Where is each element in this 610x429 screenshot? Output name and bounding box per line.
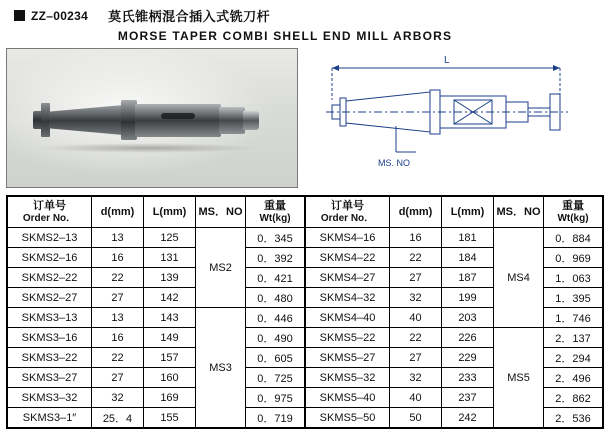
- cell-diameter: 22: [92, 348, 144, 368]
- cell-length: 203: [442, 308, 494, 328]
- cell-diameter: 32: [92, 388, 144, 408]
- cell-order-no: SKMS4–27: [306, 268, 390, 288]
- tool-morse-taper: [49, 105, 123, 135]
- cell-order-no: SKMS4–32: [306, 288, 390, 308]
- code-row: [6, 0, 604, 25]
- cell-diameter: 13: [92, 228, 144, 248]
- technical-drawing: [304, 48, 604, 188]
- page-title-cn: 莫氏锥柄混合插入式铣刀杆: [108, 9, 271, 24]
- cell-order-no: SKMS2–16: [8, 248, 92, 268]
- header-weight-cn: 重量: [562, 199, 584, 212]
- header-ms: MS．NO: [494, 197, 544, 228]
- table-row: [306, 328, 603, 348]
- cell-weight: 2．536: [544, 408, 603, 428]
- table-body-left: [8, 228, 305, 428]
- header-order: [8, 197, 92, 228]
- header-d: d(mm): [92, 197, 144, 228]
- table-row: [8, 408, 305, 428]
- cell-length: 149: [144, 328, 196, 348]
- cell-diameter: 27: [92, 288, 144, 308]
- cell-diameter: 27: [390, 268, 442, 288]
- cell-weight: 0．975: [246, 388, 305, 408]
- table-row: [306, 308, 603, 328]
- cell-length: 181: [442, 228, 494, 248]
- cell-weight: 1．063: [544, 268, 603, 288]
- cell-ms-no: MS4: [494, 228, 544, 328]
- cell-diameter: 27: [390, 348, 442, 368]
- table-row: [8, 308, 305, 328]
- cell-length: 169: [144, 388, 196, 408]
- table-row: [8, 288, 305, 308]
- cell-order-no: SKMS2–27: [8, 288, 92, 308]
- cell-ms-no: MS5: [494, 328, 544, 428]
- cell-order-no: SKMS4–22: [306, 248, 390, 268]
- cell-diameter: 40: [390, 388, 442, 408]
- table-row: [306, 248, 603, 268]
- header-l: L(mm): [442, 197, 494, 228]
- cell-weight: 0．884: [544, 228, 603, 248]
- cell-length: 131: [144, 248, 196, 268]
- header-weight-cn: 重量: [264, 199, 286, 212]
- cell-diameter: 22: [390, 328, 442, 348]
- cell-length: 233: [442, 368, 494, 388]
- header-weight: [544, 197, 603, 228]
- cell-weight: 0．490: [246, 328, 305, 348]
- cell-weight: 0．421: [246, 268, 305, 288]
- cell-order-no: SKMS4–16: [306, 228, 390, 248]
- cell-weight: 0．345: [246, 228, 305, 248]
- cell-order-no: SKMS3–27: [8, 368, 92, 388]
- cell-length: 143: [144, 308, 196, 328]
- header-weight-en: Wt(kg): [259, 212, 291, 224]
- cell-length: 160: [144, 368, 196, 388]
- cell-diameter: 22: [92, 268, 144, 288]
- tool-nose: [219, 107, 245, 134]
- cell-diameter: 16: [92, 328, 144, 348]
- cell-length: 155: [144, 408, 196, 428]
- cell-order-no: SKMS5–27: [306, 348, 390, 368]
- table-row: [8, 248, 305, 268]
- cell-order-no: SKMS2–13: [8, 228, 92, 248]
- header-order-cn: 订单号: [331, 199, 364, 212]
- cell-ms-no: MS3: [196, 308, 246, 428]
- table-row: [306, 348, 603, 368]
- cell-order-no: SKMS3–1″: [8, 408, 92, 428]
- header-order-en: Order No．: [22, 212, 77, 224]
- spec-tables: [6, 195, 604, 429]
- spec-table-right: [305, 196, 603, 428]
- header-weight-en: Wt(kg): [557, 212, 589, 224]
- table-row: [306, 268, 603, 288]
- cell-diameter: 32: [390, 368, 442, 388]
- product-photo: [6, 48, 298, 188]
- cell-diameter: 13: [92, 308, 144, 328]
- cell-order-no: SKMS5–32: [306, 368, 390, 388]
- cell-diameter: 25．4: [92, 408, 144, 428]
- table-row: [8, 348, 305, 368]
- cell-weight: 2．496: [544, 368, 603, 388]
- cell-order-no: SKMS3–13: [8, 308, 92, 328]
- drawing-ms-label: MS. NO: [378, 158, 411, 168]
- cell-length: 184: [442, 248, 494, 268]
- tool-illustration: [33, 91, 273, 151]
- cell-weight: 0．969: [544, 248, 603, 268]
- cell-ms-no: MS2: [196, 228, 246, 308]
- cell-weight: 2．137: [544, 328, 603, 348]
- cell-order-no: SKMS5–40: [306, 388, 390, 408]
- table-header-row: [306, 197, 603, 228]
- cell-weight: 1．746: [544, 308, 603, 328]
- drawing-svg: [304, 48, 604, 188]
- cell-weight: 0．605: [246, 348, 305, 368]
- page-title-en: MORSE TAPER COMBI SHELL END MILL ARBORS: [117, 29, 453, 43]
- header-d: d(mm): [390, 197, 442, 228]
- figure-band: [6, 48, 604, 191]
- cell-order-no: SKMS3–32: [8, 388, 92, 408]
- cell-weight: 0．480: [246, 288, 305, 308]
- header-weight: [246, 197, 305, 228]
- cell-weight: 2．862: [544, 388, 603, 408]
- cell-length: 237: [442, 388, 494, 408]
- cell-length: 229: [442, 348, 494, 368]
- cell-diameter: 16: [390, 228, 442, 248]
- drawing-length-label: L: [444, 55, 450, 66]
- cell-weight: 1．395: [544, 288, 603, 308]
- cell-weight: 0．725: [246, 368, 305, 388]
- table-row: [8, 368, 305, 388]
- cell-diameter: 40: [390, 308, 442, 328]
- cell-length: 242: [442, 408, 494, 428]
- table-row: [8, 228, 305, 248]
- cell-order-no: SKMS5–50: [306, 408, 390, 428]
- cell-weight: 0．446: [246, 308, 305, 328]
- cell-diameter: 22: [390, 248, 442, 268]
- cell-length: 199: [442, 288, 494, 308]
- tool-body: [135, 104, 221, 137]
- cell-order-no: SKMS2–22: [8, 268, 92, 288]
- bullet-square-icon: [14, 10, 25, 21]
- tool-pilot: [243, 111, 259, 130]
- cell-order-no: SKMS5–22: [306, 328, 390, 348]
- table-row: [8, 328, 305, 348]
- cell-order-no: SKMS4–40: [306, 308, 390, 328]
- table-row: [306, 368, 603, 388]
- cell-diameter: 27: [92, 368, 144, 388]
- header-l: L(mm): [144, 197, 196, 228]
- table-header-row: [8, 197, 305, 228]
- cell-length: 125: [144, 228, 196, 248]
- cell-length: 187: [442, 268, 494, 288]
- table-row: [306, 228, 603, 248]
- cell-order-no: SKMS3–16: [8, 328, 92, 348]
- tool-shadow: [37, 143, 257, 153]
- cell-weight: 2．294: [544, 348, 603, 368]
- cell-length: 142: [144, 288, 196, 308]
- cell-weight: 0．392: [246, 248, 305, 268]
- table-row: [8, 388, 305, 408]
- cell-weight: 0．719: [246, 408, 305, 428]
- cell-length: 226: [442, 328, 494, 348]
- header-ms: MS．NO: [196, 197, 246, 228]
- table-row: [306, 408, 603, 428]
- cell-diameter: 50: [390, 408, 442, 428]
- cell-length: 139: [144, 268, 196, 288]
- table-row: [306, 388, 603, 408]
- table-row: [306, 288, 603, 308]
- table-row: [8, 268, 305, 288]
- tool-drive-slot: [161, 113, 195, 119]
- page-header: [6, 0, 604, 46]
- header-order-en: Order No．: [320, 212, 375, 224]
- header-order-cn: 订单号: [33, 199, 66, 212]
- product-code: ZZ–00234: [31, 8, 89, 23]
- cell-diameter: 16: [92, 248, 144, 268]
- cell-diameter: 32: [390, 288, 442, 308]
- cell-order-no: SKMS3–22: [8, 348, 92, 368]
- table-body-right: [306, 228, 603, 428]
- cell-length: 157: [144, 348, 196, 368]
- spec-table-left: [7, 196, 305, 428]
- tool-flange: [41, 103, 50, 137]
- header-order: [306, 197, 390, 228]
